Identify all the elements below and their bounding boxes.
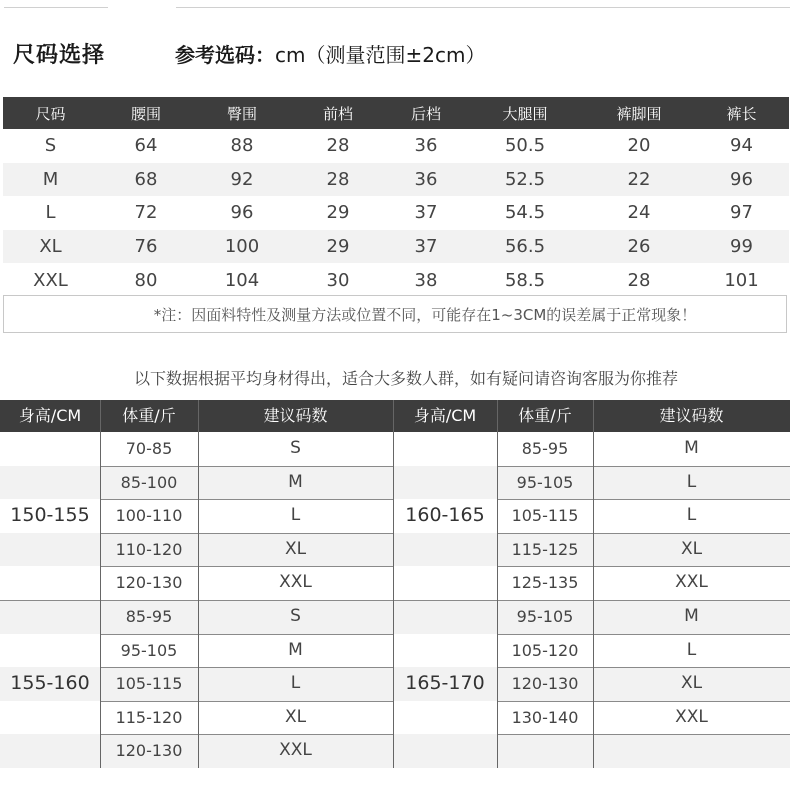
weight-range-cell: 115-120 (115, 707, 183, 727)
top-divider-left (4, 7, 108, 8)
grid-column-divider (593, 400, 594, 768)
grid-row-divider (497, 566, 790, 567)
size-chart-cell: 54.5 (504, 202, 546, 224)
size-chart-cell: 36 (386, 163, 466, 197)
weight-range-cell: 110-120 (115, 539, 183, 559)
size-chart-column-header: 裤长 (694, 97, 789, 129)
size-chart-table (3, 97, 789, 297)
size-chart-cell: 96 (694, 163, 789, 197)
recommended-size-cell: M (684, 438, 699, 458)
recommended-size-cell: XL (284, 538, 307, 559)
recommendation-header-row (0, 400, 790, 432)
grid-row-divider (497, 667, 790, 668)
size-chart-cell: 76 (98, 230, 194, 264)
grid-row-divider (497, 466, 790, 467)
weight-range-cell: 105-115 (115, 674, 183, 694)
recommended-size-cell: XXL (279, 572, 312, 593)
grid-row-divider (497, 533, 790, 534)
reference-label: 参考选码： (175, 42, 275, 67)
grid-row-divider (100, 634, 393, 635)
recommended-size-cell: L (686, 505, 697, 526)
grid-row-divider (497, 701, 790, 702)
size-chart-cell: 37 (386, 230, 466, 264)
recommended-size-cell: M (288, 639, 303, 660)
size-chart-column-header: 后档 (386, 97, 466, 129)
weight-range-cell: 120-130 (511, 674, 579, 694)
size-chart-column-header: 腰围 (98, 97, 194, 129)
recommendation-column-header: 建议码数 (263, 406, 328, 425)
reference-unit: cm（测量范围±2cm） (275, 42, 486, 67)
grid-row-divider (497, 734, 790, 735)
weight-range-cell: 85-95 (521, 439, 569, 458)
size-chart-row (3, 230, 789, 264)
grid-column-divider (497, 400, 498, 768)
size-chart-cell: 80 (134, 269, 158, 291)
weight-range-cell: 95-105 (516, 472, 574, 492)
size-chart-row (3, 263, 789, 297)
size-chart-column-header: 前档 (290, 97, 386, 129)
recommended-size-cell: S (290, 438, 301, 458)
measurement-note: *注：因面料特性及测量方法或位置不同，可能存在1~3CM的误差属于正常现象！ (3, 295, 787, 333)
size-chart-cell: 96 (230, 202, 254, 224)
weight-range-cell: 120-130 (115, 573, 183, 593)
size-chart-cell: 72 (134, 202, 158, 224)
weight-range-cell: 125-135 (511, 573, 579, 593)
size-chart-cell: 30 (326, 269, 350, 291)
size-chart-cell: 24 (627, 202, 651, 224)
size-chart-cell: 22 (584, 163, 694, 197)
recommended-size-cell: L (290, 673, 301, 694)
height-range-label: 165-170 (405, 672, 485, 695)
recommendation-column-header: 建议码数 (659, 406, 724, 425)
size-chart-cell: 28 (326, 135, 350, 157)
recommended-size-cell: S (290, 606, 301, 626)
size-chart-header-row (3, 97, 789, 129)
page-header (13, 36, 790, 70)
size-chart-cell: 68 (98, 163, 194, 197)
grid-row-divider (497, 499, 790, 500)
grid-row-divider (100, 466, 393, 467)
height-range-label: 150-155 (10, 504, 90, 527)
group-divider (0, 600, 100, 601)
size-chart-cell: 26 (584, 230, 694, 264)
grid-row-divider (100, 533, 393, 534)
size-chart-cell: 37 (414, 202, 438, 224)
recommended-size-cell: XXL (675, 572, 708, 593)
weight-range-cell: 130-140 (511, 707, 579, 727)
recommendation-column-header: 体重/斤 (518, 406, 572, 425)
size-chart-cell: 29 (326, 202, 350, 224)
weight-range-cell: 95-105 (516, 607, 574, 626)
weight-range-cell: 120-130 (115, 741, 183, 761)
size-chart-cell: 88 (230, 135, 254, 157)
recommended-size-cell: XXL (279, 740, 312, 761)
size-chart-cell: 36 (414, 135, 438, 157)
grid-row-divider (100, 701, 393, 702)
size-chart-cell: 28 (627, 269, 651, 291)
size-chart-cell: 52.5 (466, 163, 584, 197)
recommended-size-cell: XL (680, 673, 703, 694)
size-chart-cell: 28 (290, 163, 386, 197)
recommended-size-cell: XXL (675, 706, 708, 727)
size-chart-row (3, 196, 789, 230)
size-chart-cell: 99 (694, 230, 789, 264)
group-divider (393, 600, 497, 601)
size-chart-cell: M (3, 163, 98, 197)
size-chart-cell: 97 (730, 202, 753, 224)
page-title: 尺码选择 (13, 42, 106, 68)
size-chart-column-header: 尺码 (3, 97, 98, 129)
size-chart-column-header: 臀围 (194, 97, 290, 129)
grid-column-divider (393, 400, 394, 768)
height-range-label: 155-160 (10, 672, 90, 695)
size-chart-cell: 101 (724, 269, 759, 291)
size-chart-cell: 38 (414, 269, 438, 291)
size-chart-cell: 58.5 (504, 269, 546, 291)
weight-range-cell: 85-95 (125, 607, 173, 626)
recommendation-column-header: 体重/斤 (122, 406, 176, 425)
grid-row-divider (497, 634, 790, 635)
size-chart-cell: XXL (33, 269, 68, 291)
size-chart-row (3, 129, 789, 163)
height-range-label: 160-165 (405, 504, 485, 527)
weight-range-cell: 105-115 (511, 506, 579, 526)
weight-range-cell (497, 734, 593, 768)
size-chart-body (3, 129, 789, 297)
grid-column-divider (100, 400, 101, 768)
weight-range-cell: 100-110 (115, 506, 183, 526)
recommendation-column-header: 身高/CM (413, 406, 477, 425)
grid-row-divider (497, 600, 790, 601)
size-chart-column-header: 裤脚围 (584, 97, 694, 129)
weight-range-cell: 105-120 (511, 640, 579, 660)
weight-range-cell: 95-105 (120, 640, 178, 660)
recommended-size-cell: L (686, 471, 697, 492)
size-chart-cell: 20 (627, 135, 651, 157)
top-divider-right (176, 7, 790, 8)
weight-range-cell: 70-85 (125, 439, 173, 458)
size-chart-cell: 92 (194, 163, 290, 197)
size-chart-cell: S (44, 135, 57, 157)
recommended-size-cell: XL (284, 706, 307, 727)
recommended-size-cell: M (684, 606, 699, 626)
size-chart-cell: 104 (224, 269, 260, 291)
size-chart-cell: XL (3, 230, 98, 264)
recommendation-column-header: 身高/CM (18, 406, 82, 425)
recommended-size-cell: M (288, 471, 303, 492)
reference-text (175, 39, 485, 68)
recommendation-caption: 以下数据根据平均身材得出，适合大多数人群，如有疑问请咨询客服为你推荐 (133, 369, 678, 388)
grid-row-divider (100, 566, 393, 567)
weight-range-cell: 115-125 (511, 539, 579, 559)
recommended-size-cell: L (686, 639, 697, 660)
size-chart-cell: L (45, 202, 56, 224)
size-chart-cell: 64 (134, 135, 158, 157)
recommended-size-cell (593, 734, 790, 768)
recommended-size-cell: L (290, 505, 301, 526)
size-chart-cell: 94 (730, 135, 753, 157)
grid-column-divider (198, 400, 199, 768)
grid-row-divider (100, 600, 393, 601)
recommended-size-cell: XL (680, 538, 703, 559)
grid-row-divider (100, 734, 393, 735)
size-chart-cell: 56.5 (466, 230, 584, 264)
size-chart-cell: 50.5 (504, 135, 546, 157)
size-chart-cell: 29 (290, 230, 386, 264)
size-recommendation-grid (0, 400, 790, 797)
grid-row-divider (100, 499, 393, 500)
size-chart-cell: 100 (194, 230, 290, 264)
size-chart-column-header: 大腿围 (466, 97, 584, 129)
size-chart-row (3, 163, 789, 197)
weight-range-cell: 85-100 (120, 472, 178, 492)
grid-row-divider (100, 667, 393, 668)
